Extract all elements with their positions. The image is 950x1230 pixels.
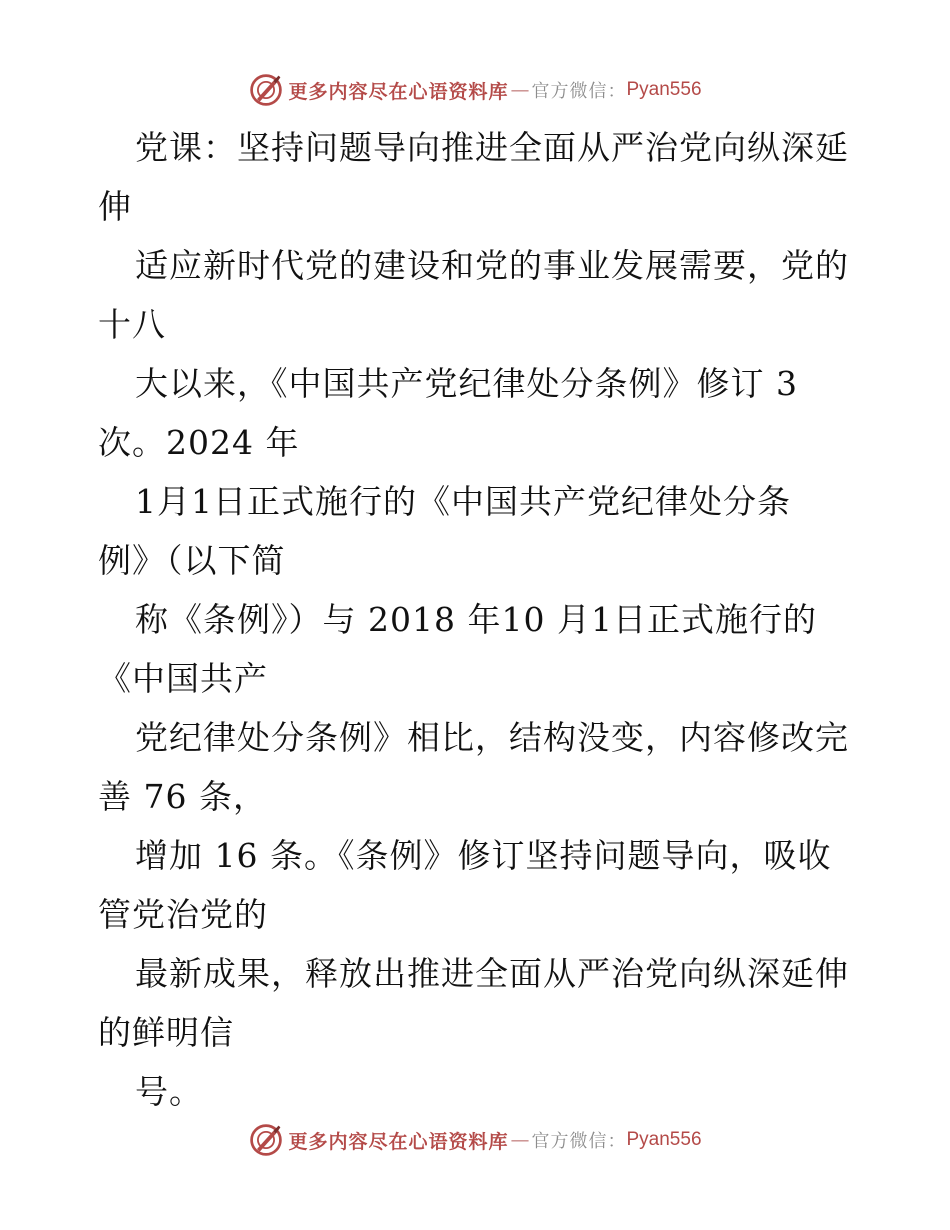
banner-main-text: 更多内容尽在心语资料库 xyxy=(288,1130,509,1153)
text-line: 例》（以下简 xyxy=(98,541,286,580)
text-line: 适应新时代党的建设和党的事业发展需要，党的 xyxy=(135,246,849,285)
text-line: 伸 xyxy=(98,187,132,226)
banner-label: 官方微信： xyxy=(531,1131,627,1152)
banner-dash: — xyxy=(510,79,530,101)
text-line: 善 76 条， xyxy=(98,777,267,816)
brand-logo-icon xyxy=(248,1122,284,1158)
banner-wechat-id: Pyan556 xyxy=(626,79,702,100)
banner-wechat-id: Pyan556 xyxy=(626,1129,702,1150)
text-line: 1月1日正式施行的《中国共产党纪律处分条 xyxy=(135,482,791,521)
text-line: 管党治党的 xyxy=(98,895,268,934)
document-body xyxy=(98,118,858,1121)
text-line: 次。2024 年 xyxy=(98,423,300,462)
text-line: 称《条例》）与 2018 年10 月1日正式施行的 xyxy=(135,600,817,639)
text-line: 最新成果，释放出推进全面从严治党向纵深延伸 xyxy=(135,954,849,993)
text-line: 号。 xyxy=(135,1072,203,1111)
text-line: 十八 xyxy=(98,305,166,344)
brand-logo-icon xyxy=(248,72,284,108)
header-watermark-banner xyxy=(0,70,950,110)
text-line: 的鲜明信 xyxy=(98,1013,234,1052)
text-line: 大以来，《中国共产党纪律处分条例》修订 3 xyxy=(135,364,798,403)
text-line: 《中国共产 xyxy=(98,659,268,698)
text-line: 党课：坚持问题导向推进全面从严治党向纵深延 xyxy=(135,128,849,167)
banner-dash: — xyxy=(510,1129,530,1151)
footer-watermark-banner xyxy=(0,1120,950,1160)
banner-main-text: 更多内容尽在心语资料库 xyxy=(288,80,509,103)
banner-label: 官方微信： xyxy=(531,81,627,102)
text-line: 增加 16 条。《条例》修订坚持问题导向，吸收 xyxy=(135,836,832,875)
text-line: 党纪律处分条例》相比，结构没变，内容修改完 xyxy=(135,718,849,757)
